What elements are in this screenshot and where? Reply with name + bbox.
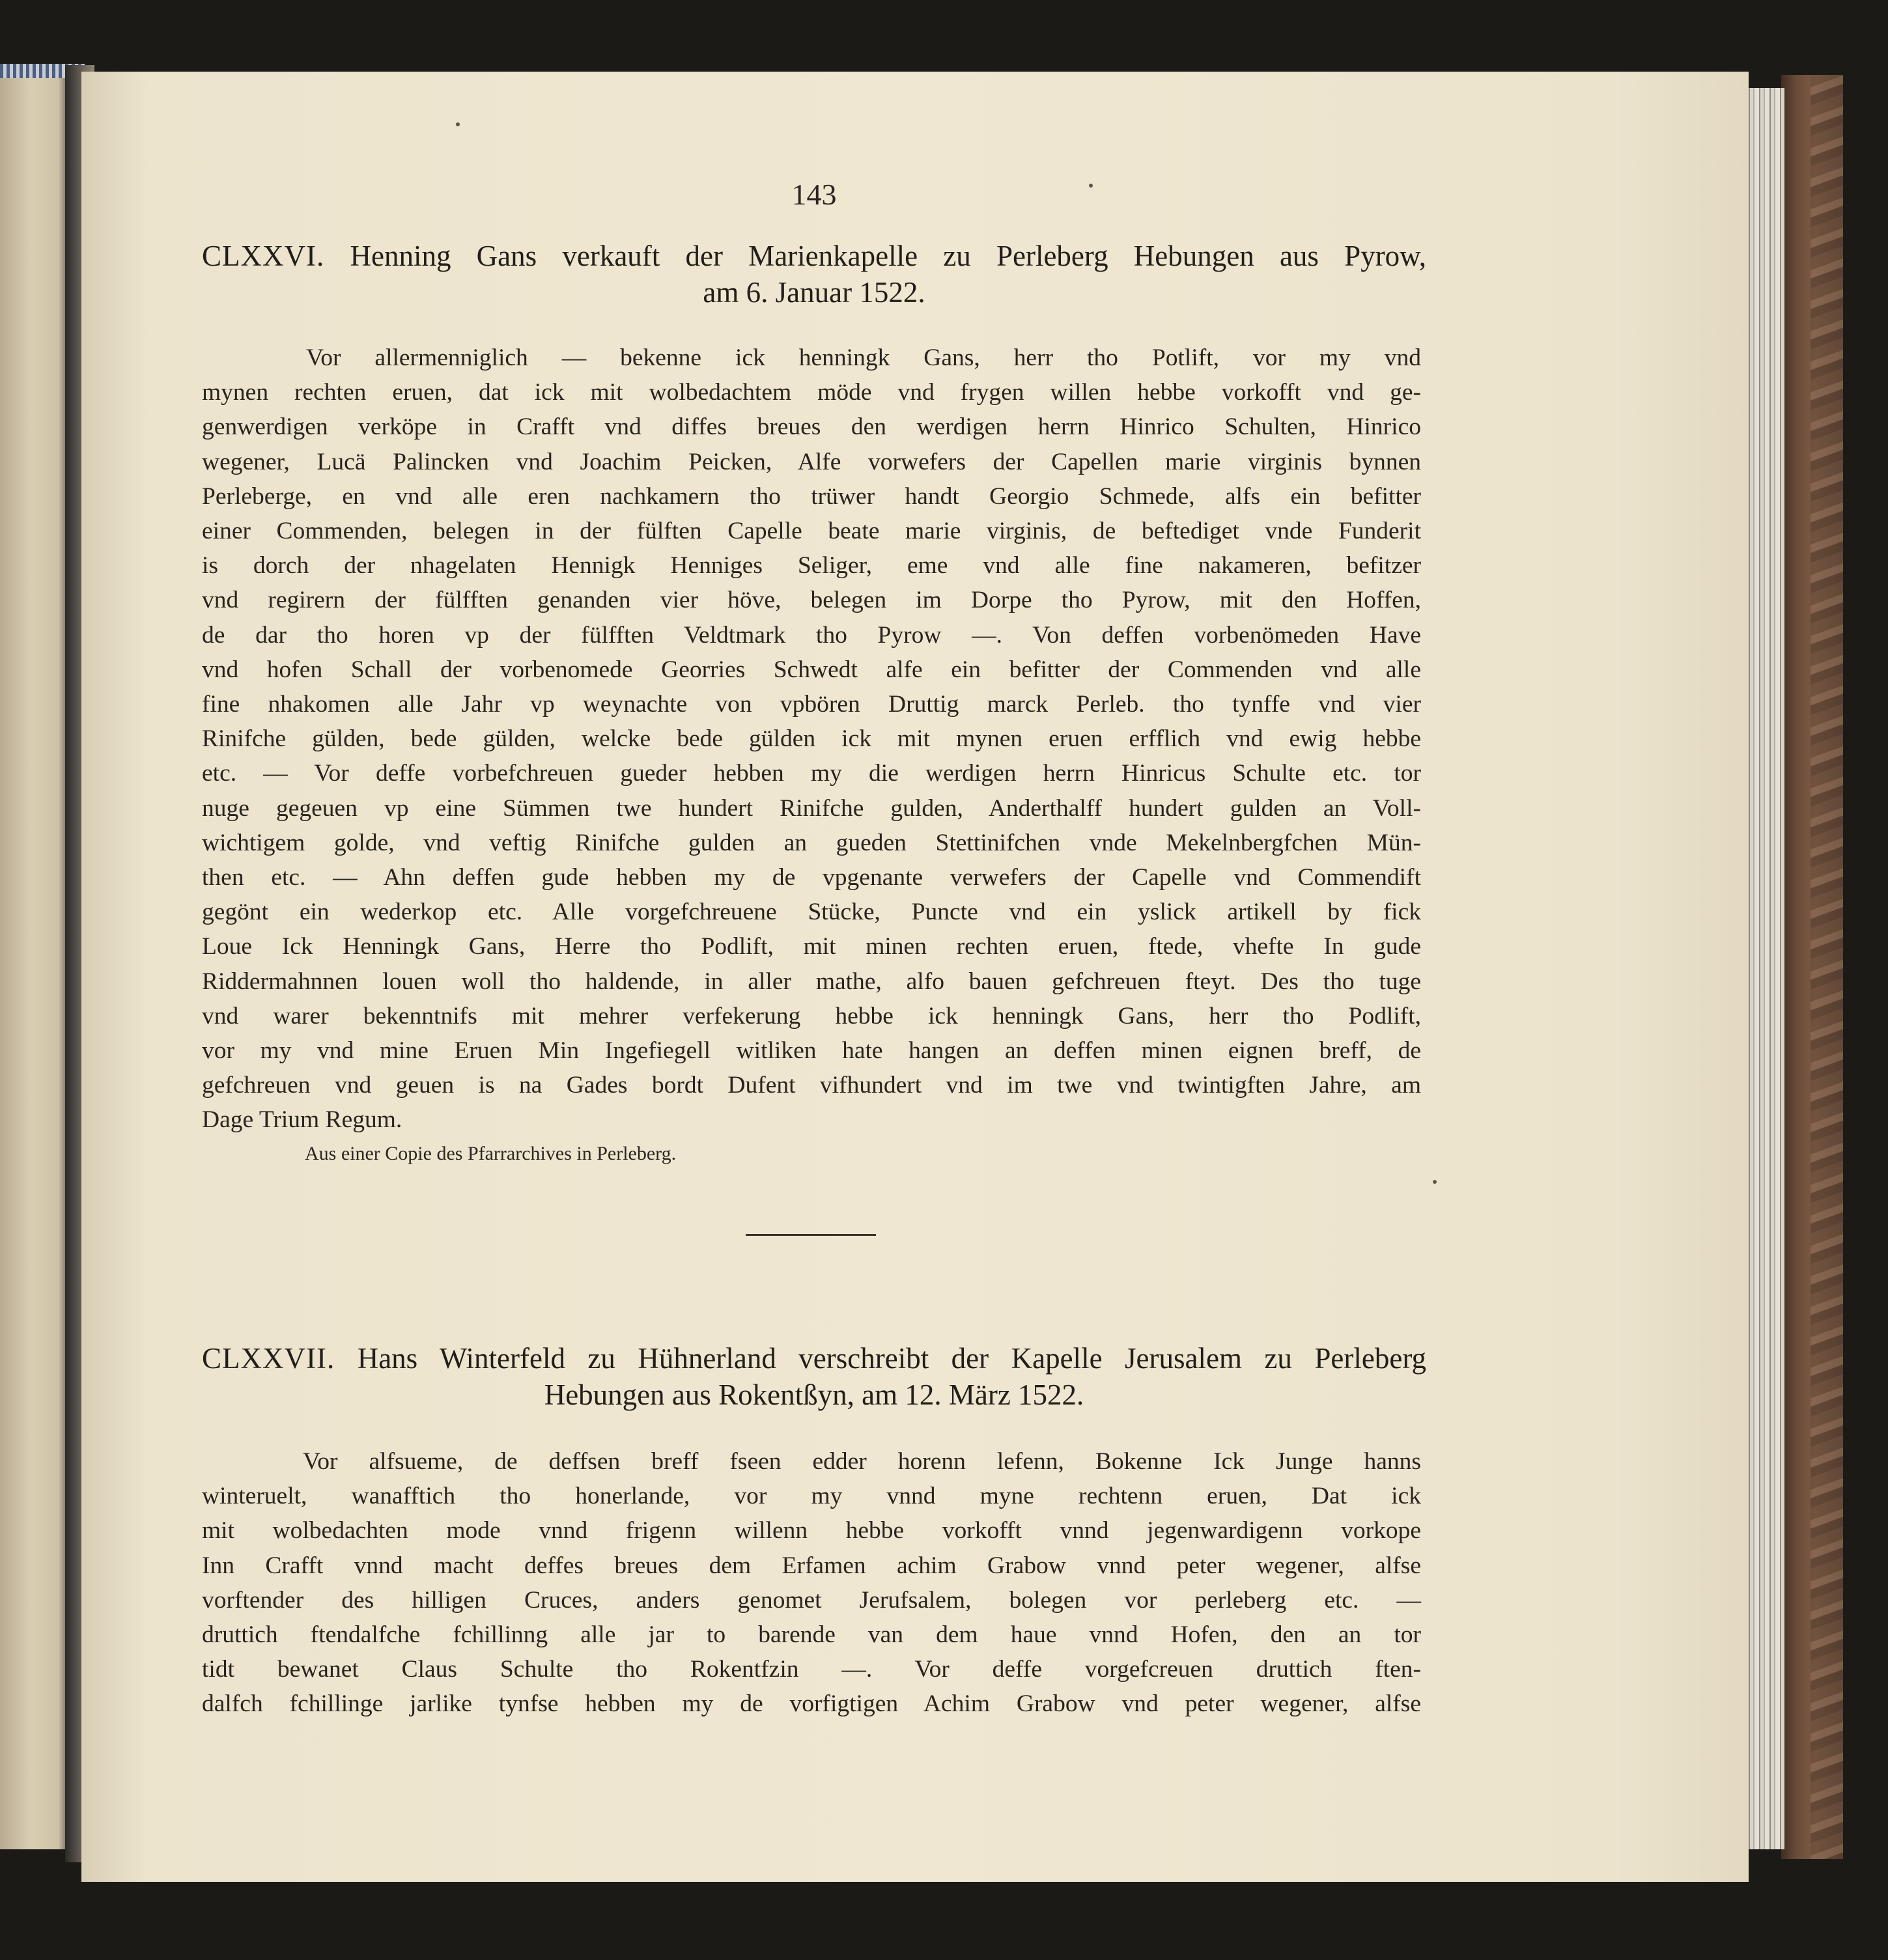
text-line: Perleberge, en vnd alle eren nachkamern tho trüwer handt Georgio Schmede, alfs ein befitter [202,483,1421,510]
charter-date: am 6. Januar 1522. [703,276,925,309]
text-line: gegönt ein wederkop etc. Alle vorgefchreuene Stücke, Puncte vnd ein yslick artikell by fick [202,899,1421,926]
text-line: vnd regirern der fülfften genanden vier höve, belegen im Dorpe tho Pyrow, mit den Hoffen, [202,587,1421,614]
paper-speck [456,122,460,126]
text-line: Loue Ick Henningk Gans, Herre tho Podlift, mit minen rechten eruen, ftede, vhefte In gude [202,933,1421,960]
paper-speck [1433,1180,1437,1184]
text-line: nuge gegeuen vp eine Sümmen twe hundert Rinifche gulden, Anderthalff hundert gulden an Voll- [202,794,1421,822]
charter-numeral: CLXXVII. [202,1342,335,1375]
text-line: druttich ftendalfche fchillinng alle jar to barende van dem haue vnnd Hofen, den an tor [202,1621,1421,1649]
text-line: vnd warer bekenntnifs mit mehrer verfekerung hebbe ick henningk Gans, herr tho Podlift, [202,1002,1421,1029]
charter-heading [202,238,1426,311]
text-line: einer Commenden, belegen in der fülften Capelle beate marie virginis, de beftediget vnde Funderit [202,518,1421,545]
text-line: vorftender des hilligen Cruces, anders genomet Jerufsalem, bolegen vor perleberg etc. — [202,1586,1421,1614]
charter-numeral: CLXXVI. [202,240,325,272]
text-line: Rinifche gülden, bede gülden, welcke bede gülden ick mit mynen eruen erfflich vnd ewig hebbe [202,725,1421,753]
charter-date: Hebungen aus Rokentßyn, am 12. März 1522. [544,1379,1084,1411]
text-line: then etc. — Ahn deffen gude hebben my de vpgenante verwefers der Capelle vnd Commendift [202,864,1421,891]
charter-text [202,341,1421,1138]
paper-speck [1089,184,1093,188]
text-line: vor my vnd mine Eruen Min Ingefiegell witliken hate hangen an deffen minen eignen breff, de [202,1037,1421,1065]
text-line: Vor alfsueme, de deffsen breff fseen edder horenn lefenn, Bokenne Ick Junge hanns [303,1448,1421,1475]
text-line: tidt bewanet Claus Schulte tho Rokentfzin —. Vor deffe vorgefcreuen druttich ften- [202,1656,1421,1683]
text-line: Inn Crafft vnnd macht deffes breues dem Erfamen achim Grabow vnnd peter wegener, alfse [202,1552,1421,1579]
page-number: 143 [791,178,837,211]
charter-title: Hans Winterfeld zu Hühnerland verschreibt der Kapelle Jerusalem zu Perleberg [357,1342,1426,1375]
text-line: wegener, Lucä Palincken vnd Joachim Peicken, Alfe vorwefers der Capellen marie virginis bynnen [202,448,1421,475]
marbled-cover-edge [1811,75,1843,1859]
text-line: Dage Trium Regum. [202,1106,402,1134]
charter-title: Henning Gans verkauft der Marienkapelle zu Perleberg Hebungen aus Pyrow, [350,240,1427,272]
text-line: genwerdigen verköpe in Crafft vnd diffes breues den werdigen herrn Hinrico Schulten, Hinrico [202,413,1421,441]
text-line: fine nhakomen alle Jahr vp weynachte von vpbören Druttig marck Perleb. tho tynffe vnd vier [202,691,1421,718]
text-line: vnd hofen Schall der vorbenomede Georries Schwedt alfe ein befitter der Commenden vnd alle [202,656,1421,683]
charter-heading-line [202,1340,1426,1377]
text-line: wichtigem golde, vnd veftig Rinifche gulden an gueden Stettinifchen vnde Mekelnbergfchen Mün- [202,829,1421,856]
charter-heading [202,1340,1426,1413]
text-line: Vor allermenniglich — bekenne ick henningk Gans, herr tho Potlift, vor my vnd [306,344,1421,371]
text-line: etc. — Vor deffe vorbefchreuen gueder hebben my die werdigen herrn Hinricus Schulte etc. tor [202,760,1421,787]
left-page-edge [0,72,68,1849]
charter-heading-line [202,238,1426,274]
section-divider [746,1234,876,1236]
text-line: Riddermahnnen louen woll tho haldende, in aller mathe, alfo bauen gefchreuen fteyt. Des tho tuge [202,968,1421,995]
text-line: winteruelt, wanafftich tho honerlande, vor my vnnd myne rechtenn eruen, Dat ick [202,1483,1421,1510]
text-line: is dorch der nhagelaten Hennigk Henniges Seliger, eme vnd alle fine nakameren, befitzer [202,552,1421,580]
source-note: Aus einer Copie des Pfarrarchives in Perleberg. [305,1143,677,1164]
text-line: gefchreuen vnd geuen is na Gades bordt Dufent vifhundert vnd im twe vnd twintigften Jahre, am [202,1072,1421,1099]
text-line: mit wolbedachten mode vnnd frigenn willenn hebbe vorkofft vnnd jegenwardigenn vorkope [202,1517,1421,1545]
text-line: mynen rechten eruen, dat ick mit wolbedachtem möde vnd frygen willen hebbe vorkofft vnd ge- [202,379,1421,406]
text-line: dalfch fchillinge jarlike tynfse hebben my de vorfigtigen Achim Grabow vnd peter wegener, alfse [202,1690,1421,1718]
text-line: de dar tho horen vp der fülfften Veldtmark tho Pyrow —. Von deffen vorbenömeden Have [202,621,1421,649]
charter-text [202,1444,1421,1722]
